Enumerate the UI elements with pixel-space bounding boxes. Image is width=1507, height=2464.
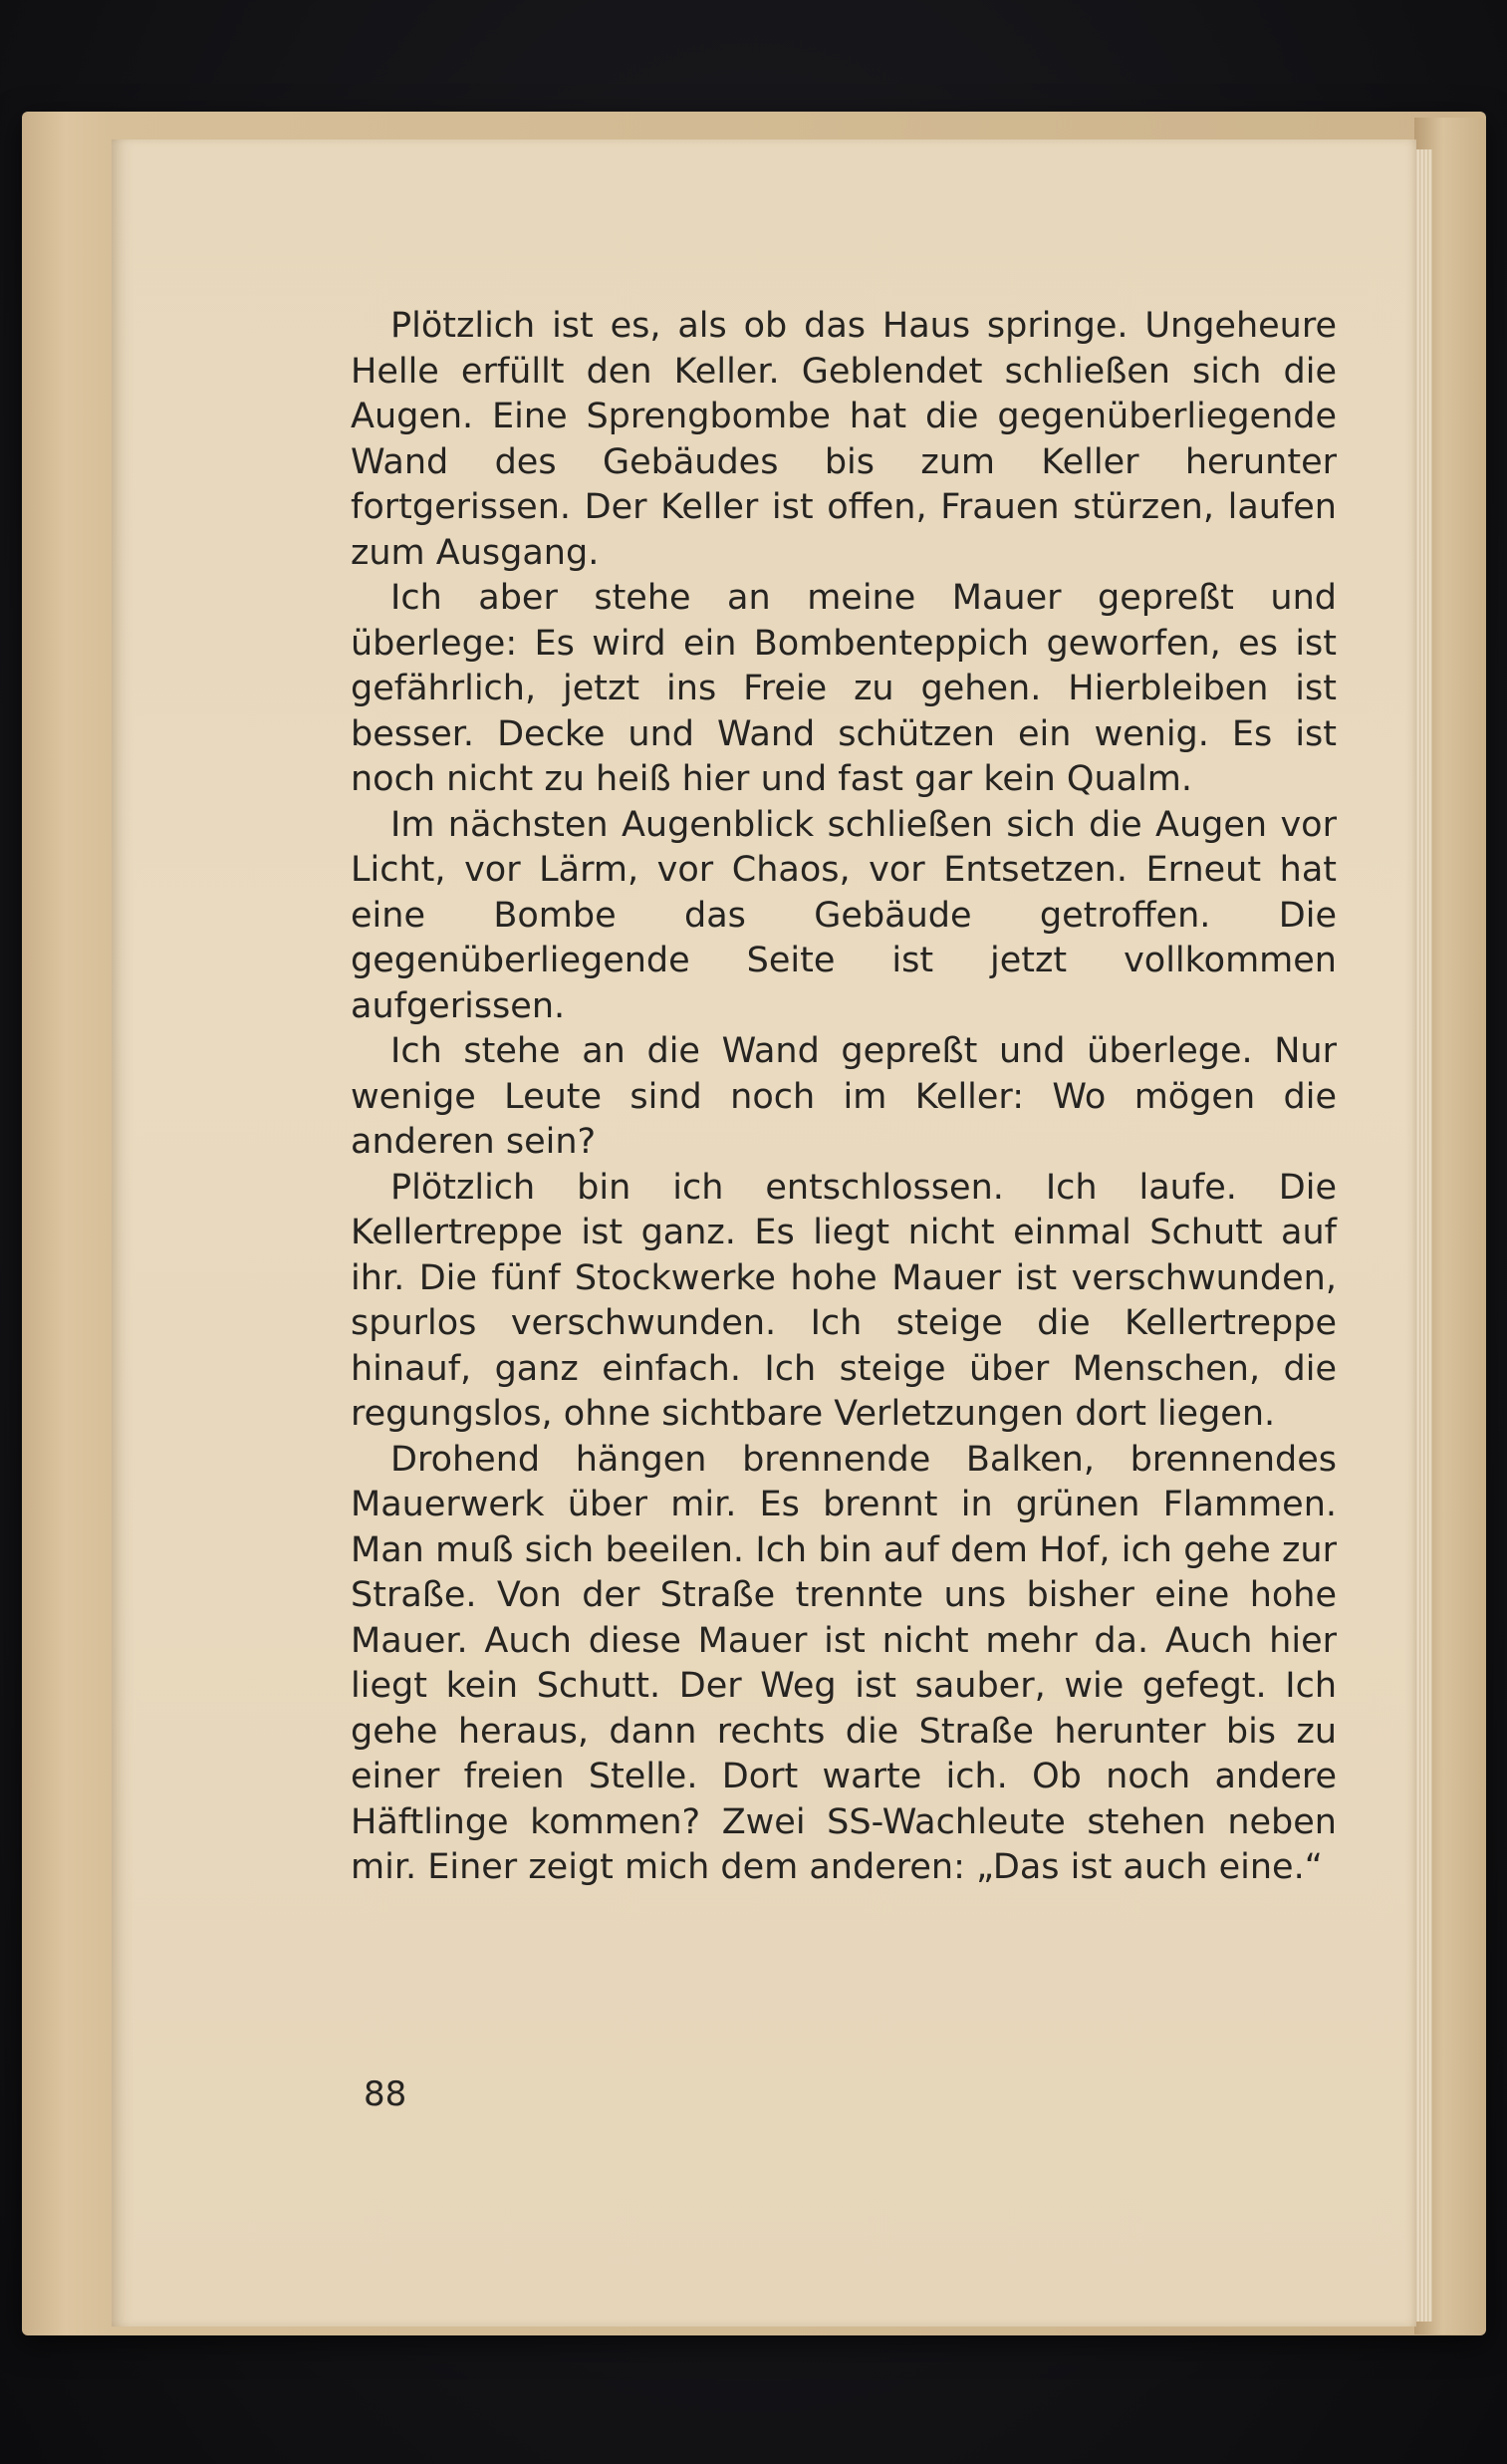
paragraph: Plötzlich bin ich entschlossen. Ich laufe. Die Kellertreppe ist ganz. Es liegt nicht einmal Schutt auf ihr. Die fünf Stockwerke hohe Mauer ist verschwunden, spurlos verschwunden. Ich steige die Kellertreppe hinauf, ganz einfach. Ich steige über Menschen, die regungslos, ohne sichtbare Verletzungen dort liegen.	[351, 1167, 1337, 1434]
paragraph: Plötzlich ist es, als ob das Haus springe. Ungeheure Helle erfüllt den Keller. Geblendet schließen sich die Augen. Eine Sprengbombe hat die gegenüberliegende Wand des Gebäudes bis zum Keller herunter fortgerissen. Der Keller ist offen, Frauen stürzen, laufen zum Ausgang.	[351, 306, 1337, 573]
paragraph: Drohend hängen brennende Balken, brennendes Mauerwerk über mir. Es brennt in grünen Flammen. Man muß sich beeilen. Ich bin auf dem Hof, ich gehe zur Straße. Von der Straße trennte uns bisher eine hohe Mauer. Auch diese Mauer ist nicht mehr da. Auch hier liegt kein Schutt. Der Weg ist sauber, wie gefegt. Ich gehe heraus, dann rechts die Straße herunter bis zu einer freien Stelle. Dort warte ich. Ob noch andere Häftlinge kommen? Zwei SS-Wachleute stehen neben mir. Einer zeigt mich dem anderen: „Das ist auch eine.“	[351, 1439, 1337, 1887]
paragraph: Ich stehe an die Wand gepreßt und überlege. Nur wenige Leute sind noch im Keller: Wo mögen die anderen sein?	[351, 1031, 1337, 1162]
page-edges	[1416, 149, 1432, 2322]
page-number: 88	[364, 2074, 407, 2114]
paragraph: Im nächsten Augenblick schließen sich die Augen vor Licht, vor Lärm, vor Chaos, vor Entsetzen. Erneut hat eine Bombe das Gebäude getroffen. Die gegenüberliegende Seite ist jetzt vollkommen aufgerissen.	[351, 804, 1337, 1026]
page-text	[351, 304, 1337, 1891]
paragraph: Ich aber stehe an meine Mauer gepreßt und überlege: Es wird ein Bombenteppich geworfen, es ist gefährlich, jetzt ins Freie zu gehen. Hierbleiben ist besser. Decke und Wand schützen ein wenig. Es ist noch nicht zu heiß hier und fast gar kein Qualm.	[351, 578, 1337, 799]
